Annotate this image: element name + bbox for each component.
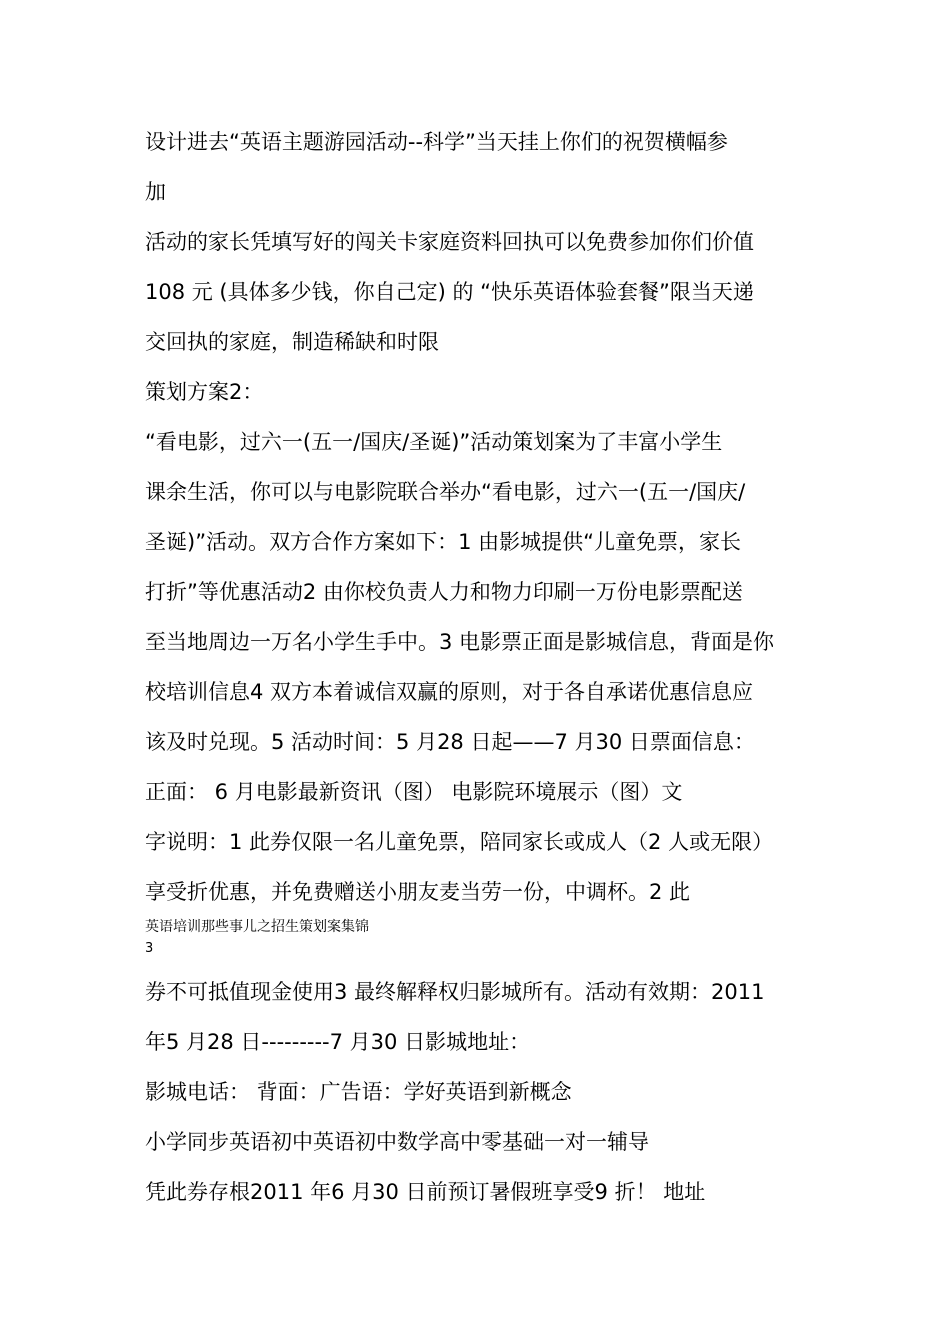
text-line: 加 xyxy=(145,180,166,204)
page-footer-title: 英语培训那些事儿之招生策划案集锦 xyxy=(145,919,369,935)
text-line: 正面： 6 月电影最新资讯（图） 电影院环境展示（图）文 xyxy=(145,780,683,804)
text-line: 享受折优惠，并免费赠送小朋友麦当劳一份，中调杯。2 此 xyxy=(145,880,691,904)
section-heading: 策划方案2： xyxy=(145,380,264,404)
text-line: 圣诞)”活动。双方合作方案如下：1 由影城提供“儿童免票，家长 xyxy=(145,530,741,554)
text-line: 108 元 (具体多少钱，你自己定) 的 “快乐英语体验套餐”限当天递 xyxy=(145,280,754,304)
page-number: 3 xyxy=(145,941,154,956)
text-line: 小学同步英语初中英语初中数学高中零基础一对一辅导 xyxy=(145,1130,649,1154)
text-line: 年5 月28 日---------7 月30 日影城地址： xyxy=(145,1030,531,1054)
text-line: 影城电话： 背面：广告语：学好英语到新概念 xyxy=(145,1080,572,1104)
text-line: 设计进去“英语主题游园活动--科学”当天挂上你们的祝贺横幅参 xyxy=(145,130,728,154)
text-line: 该及时兑现。5 活动时间：5 月28 日起——7 月30 日票面信息： xyxy=(145,730,755,754)
text-line: 至当地周边一万名小学生手中。3 电影票正面是影城信息，背面是你 xyxy=(145,630,775,654)
text-line: 凭此券存根2011 年6 月30 日前预订暑假班享受9 折！ 地址 xyxy=(145,1180,706,1204)
text-line: 校培训信息4 双方本着诚信双赢的原则，对于各自承诺优惠信息应 xyxy=(145,680,754,704)
text-line: 活动的家长凭填写好的闯关卡家庭资料回执可以免费参加你们价值 xyxy=(145,230,754,254)
text-line: 课余生活，你可以与电影院联合举办“看电影，过六一(五一/国庆/ xyxy=(145,480,746,504)
text-line: 字说明：1 此券仅限一名儿童免票，陪同家长或成人（2 人或无限） xyxy=(145,830,774,854)
text-line: 券不可抵值现金使用3 最终解释权归影城所有。活动有效期：2011 xyxy=(145,980,765,1004)
text-line: 交回执的家庭，制造稀缺和时限 xyxy=(145,330,439,354)
text-line: 打折”等优惠活动2 由你校负责人力和物力印刷一万份电影票配送 xyxy=(145,580,743,604)
text-line: “看电影，过六一(五一/国庆/圣诞)”活动策划案为了丰富小学生 xyxy=(145,430,723,454)
